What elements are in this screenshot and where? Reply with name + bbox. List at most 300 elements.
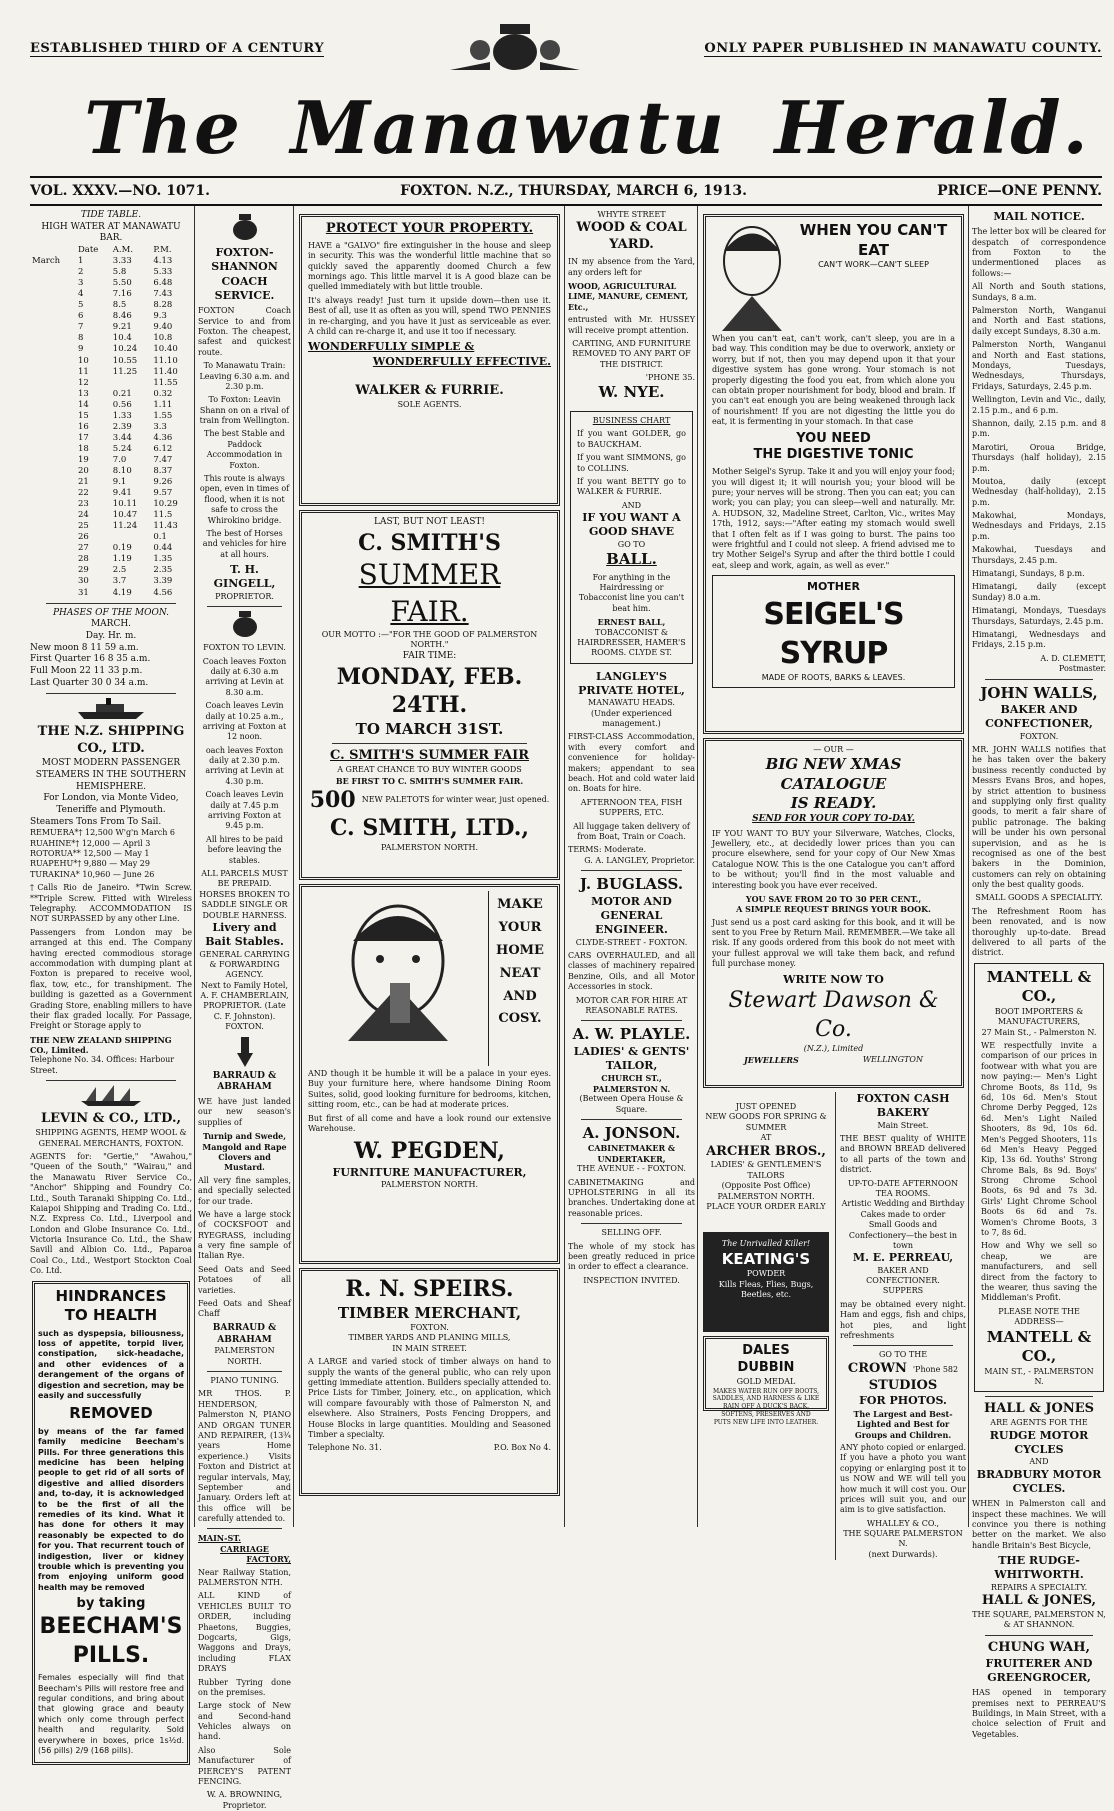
carriage-owner: W. A. BROWNING, [206, 1790, 283, 1800]
tide-date: 19 [77, 454, 89, 465]
selling-title: SELLING OFF. [601, 1228, 662, 1238]
crown-goto: GO TO THE [878, 1350, 928, 1360]
chart-line: If you want GOLDER, go to BAUCKHAM. [577, 429, 686, 449]
column-5 [701, 210, 966, 1559]
levin-body: AGENTS for: "Gertie," "Awahou," "Queen of the South," "Wairau," and the Manawatu River Service Co., "Anchor" Shipping and Foundry Co. Ltd., South Taranaki Shipping Co. Ltd., Kaiapoi Shipping and Trading Co. Ltd., N.Z. Express Co. Ltd., Liverpool and London and Globe Insurance Co. Ltd., Victoria Insurance Co. Ltd., the Shaw Savill and Albion Co. Ltd., Paparoa Coal Co., Ltd., Westport Stockton Coal Co. Ltd. [30, 1151, 192, 1276]
mail-item: Marotiri, Oroua Bridge, Thursdays (half holiday), 2.15 p.m. [972, 442, 1106, 473]
dawson-send: SEND FOR YOUR COPY TO-DAY. [752, 813, 915, 824]
tide-month [30, 278, 76, 289]
moon-head: Day. Hr. m. [85, 630, 137, 641]
tide-date: 17 [77, 432, 89, 443]
barraud-body-5: Feed Oats and Sheaf Chaff [198, 1299, 291, 1319]
protect-body-2: It's always ready! Just turn it upside down—then use it. Best of all, use it as often as you will, spend TWO PENNIES in re-charging, and you have it just as serviceable as ever. A child can re-charge it, and use it too if necessary. [308, 295, 551, 337]
langley-terms: TERMS: Moderate. [568, 845, 647, 855]
mail-item: Palmerston North, Wanganui and North and East stations, Mondays, Tuesdays, Wednesdays, Thursdays, Fridays, Saturdays, 2.45 p.m. [972, 340, 1106, 391]
tide-date: 12 [77, 377, 89, 388]
make-word: HOME [496, 942, 544, 958]
tide-month [30, 356, 76, 367]
tide-pm: 1.11 [153, 399, 173, 410]
tide-am: 1.33 [112, 410, 132, 421]
tide-pm: 0.1 [153, 532, 167, 543]
levin-coach-line: oach leaves Foxton daily at 2.30 p.m. arriving at Levin at 4.30 p.m. [205, 745, 284, 786]
walls-subtitle: BAKER AND CONFECTIONER, [985, 703, 1093, 731]
tide-pm: 6.12 [153, 443, 173, 454]
tide-row [30, 532, 192, 543]
protect-ad [299, 214, 560, 506]
nye-name: W. NYE. [598, 383, 665, 402]
dawson-ad [703, 738, 964, 1088]
steamer-line: REMUERA*† 12,500 W'g'n March 6 [30, 828, 176, 838]
levin-coach-line: Coach leaves Levin daily at 10.25 a.m., arriving at Foxton at 12 noon. [202, 701, 287, 742]
tide-am: 8.10 [112, 466, 132, 476]
tide-row [30, 510, 192, 521]
tide-head-month [30, 245, 76, 256]
levin-title: LEVIN & CO., LTD., [41, 1111, 181, 1127]
speirs-ad [299, 1268, 560, 1496]
seigel-ad [703, 214, 964, 734]
tide-row [30, 389, 192, 400]
tide-date: 6 [77, 311, 84, 322]
nye-title: WOOD & COAL YARD. [576, 220, 687, 253]
tide-pm: 8.28 [153, 300, 173, 311]
tide-subtitle: HIGH WATER AT MANAWATU BAR. [41, 221, 181, 244]
make-word: NEAT [499, 965, 541, 981]
tide-month [30, 466, 76, 477]
beecham-ad [32, 1281, 190, 1766]
tide-row [30, 433, 192, 444]
tide-row [30, 499, 192, 510]
hall-body: WHEN in Palmerston call and inspect these machines. We will convince you there is nothing better on the market. We also handle Britain's Best Bicycle, [972, 1499, 1106, 1550]
tide-row [30, 311, 192, 322]
crest-icon [440, 22, 590, 74]
carriage-heading-3: FACTORY, [246, 1554, 291, 1565]
parcels-note: ALL PARCELS MUST BE PREPAID. [201, 868, 288, 889]
tide-date: 7 [77, 322, 84, 333]
tide-am: 2.5 [112, 565, 127, 576]
nye-body: IN my absence from the Yard, any orders left for [568, 257, 695, 277]
column-rule [194, 206, 195, 1527]
tide-date: 23 [77, 499, 89, 510]
archer-goods: NEW GOODS FOR SPRING & SUMMER [705, 1112, 827, 1132]
crown-body: ANY photo copied or enlarged. If you have a photo you want copying or enlarging post it to us NOW and WE will tell you how much it will cost you. Our prices will suit you, and our aim is to give satisfaction. [840, 1442, 966, 1515]
piano-body: MR THOS. P. HENDERSON, Palmerston N, PIANO AND ORGAN TUNER AND REPAIRER, (13¾ years Home experience.) Visits Foxton and District at regular intervals, May, September and January. Orders left at this office will be carefully attended to. [198, 1389, 291, 1524]
tide-am: 4.19 [112, 587, 132, 598]
moon-title: PHASES OF THE MOON. [52, 607, 170, 618]
column-rule [293, 206, 294, 1527]
crown-owner: WHALLEY & CO., [866, 1518, 940, 1528]
mail-owner: A. D. CLEMETT, [1040, 653, 1106, 663]
dubbin-body: MAKES WATER RUN OFF BOOTS, SADDLES, AND HARNESS & LIKE RAIN OFF A DUCK'S BACK. SOFTENS, PRESERVES AND PUTS NEW LIFE INTO LEATHER. [712, 1387, 820, 1426]
horses-note: HORSES BROKEN TO SADDLE SINGLE OR DOUBLE HARNESS. [199, 889, 290, 920]
tide-row [30, 466, 192, 477]
tide-date: 13 [77, 388, 89, 399]
hall-rudge: RUDGE MOTOR CYCLES [989, 1428, 1089, 1456]
tide-month [30, 267, 76, 278]
coach-body: FOXTON Coach Service to and from Foxton. The cheapest, safest and quickest route. [198, 306, 291, 357]
established-text: ESTABLISHED THIRD OF A CENTURY [30, 41, 325, 56]
tide-date: 21 [77, 477, 89, 488]
smith-chance: A GREAT CHANCE TO BUY WINTER GOODS [337, 765, 522, 775]
tide-date: 28 [77, 554, 89, 565]
crown-studios: STUDIOS [868, 1377, 938, 1393]
carriage-heading-2: CARRIAGE [220, 1543, 269, 1554]
keating-powder: POWDER [746, 1269, 786, 1279]
protect-slogan-1: WONDERFULLY SIMPLE & [308, 340, 475, 354]
pegden-body: AND though it be humble it will be a palace in your eyes. Buy your furniture here, where handsome Dining Room Suites, solid, good looking furniture for bedrooms, kitchen, sitting room, etc., can be had at moderate prices. [308, 1069, 551, 1110]
coach-train: To Manawatu Train: Leaving 6.30 a.m. and 2.30 p.m. [199, 361, 290, 391]
nye-street: WHYTE STREET [597, 210, 666, 219]
carriage-proprietor: Proprietor. [222, 1800, 267, 1810]
archer-subtitle: LADIES' & GENTLEMEN'S TAILORS [710, 1160, 822, 1180]
seigel-mother: MOTHER [807, 580, 860, 594]
smith-paletots: NEW PALETOTS for winter wear, just opened. [361, 794, 550, 804]
selling-footer: INSPECTION INVITED. [583, 1275, 680, 1285]
tide-date: 10 [77, 355, 89, 366]
levin-coach-title: FOXTON TO LEVIN. [203, 643, 286, 653]
steamship-icon [76, 698, 146, 720]
tide-month [30, 588, 76, 599]
pegden-ad [299, 884, 560, 1264]
tide-row [30, 289, 192, 300]
tide-head-date: Date [77, 245, 99, 256]
pointing-man-illustration [308, 891, 488, 1061]
hall-title: HALL & JONES [983, 1401, 1095, 1417]
place-date: FOXTON. N.Z., THURSDAY, MARCH 6, 1913. [400, 183, 747, 199]
tide-month [30, 477, 76, 488]
tide-am: 10.55 [112, 355, 138, 366]
mantell-title: MANTELL & CO., [986, 967, 1092, 1006]
archer-at: AT [760, 1133, 772, 1143]
tide-row [30, 411, 192, 422]
tide-pm: 9.26 [153, 477, 173, 488]
tide-month [30, 411, 76, 422]
mail-item: Makowhai, Tuesdays and Thursdays, 2.45 p.m. [972, 545, 1106, 565]
steamers-head: Steamers Tons From To Sail. [30, 816, 162, 827]
tide-date: 29 [77, 565, 89, 576]
langley-luggage: All luggage taken delivery of from Boat, Train or Coach. [573, 821, 690, 841]
dawson-simple: A SIMPLE REQUEST BRINGS YOUR BOOK. [736, 904, 931, 915]
tide-am: 9.41 [112, 488, 132, 499]
playle-title: A. W. PLAYLE. [572, 1025, 691, 1044]
jonson-body: CABINETMAKING and UPHOLSTERING in all its branches. Undertaking done at reasonable prices. [568, 1177, 695, 1218]
tide-pm: 1.35 [153, 554, 173, 565]
dawson-write: WRITE NOW TO [783, 972, 884, 986]
mail-item: All North and South stations, Sundays, 8 a.m. [972, 282, 1106, 302]
beecham-headline: HINDRANCES [55, 1286, 167, 1305]
protect-agents: WALKER & FURRIE. [355, 383, 504, 398]
tide-date: 9 [77, 344, 84, 355]
beecham-headline-2: TO HEALTH [64, 1306, 158, 1325]
column-2 [198, 210, 291, 1810]
tide-am: 3.7 [112, 576, 127, 587]
tide-row [30, 333, 192, 344]
archer-open: JUST OPENED [735, 1102, 797, 1111]
dubbin-ad [703, 1336, 829, 1426]
carriage-body-3: Large stock of New and Second-hand Vehicles always on hand. [198, 1701, 291, 1742]
hall-repairs: REPAIRS A SPECIALTY. [990, 1582, 1088, 1592]
smith-date-2: TO MARCH 31ST. [355, 719, 504, 738]
tide-am: 0.56 [112, 399, 132, 410]
mail-item: Makowhai, Mondays, Wednesdays and Fridays, 2.15 p.m. [972, 511, 1106, 541]
barraud-location: PALMERSTON NORTH. [214, 1346, 275, 1366]
tide-row [30, 278, 192, 289]
steamer-line: TURAKINA* 10,960 — June 26 [30, 869, 155, 879]
smith-last: LAST, BUT NOT LEAST! [373, 517, 486, 527]
tide-pm: 9.40 [153, 322, 173, 333]
pointing-hand-icon [237, 1037, 253, 1067]
dawson-jewellers: JEWELLERS [744, 1054, 799, 1065]
smith-time: FAIR TIME: [402, 650, 457, 661]
barraud-body-2: All very fine samples, and specially selected for our trade. [198, 1175, 291, 1206]
shipping-route: For London, via Monte Video, Teneriffe and Plymouth. [43, 793, 179, 815]
mail-body: The letter box will be cleared for despatch of correspondence from Foxton to the undermentioned places as follows:— [972, 227, 1106, 278]
chart-goto: GO TO [617, 539, 646, 549]
speirs-location: FOXTON. [410, 1323, 449, 1333]
crown-name: CROWN [847, 1360, 907, 1376]
tide-pm: 4.36 [153, 432, 173, 443]
seigel-name: SEIGEL'S SYRUP [763, 596, 904, 671]
tide-row [30, 576, 192, 587]
shipping-tagline: MOST MODERN PASSENGER STEAMERS IN THE SOUTHERN HEMISPHERE. [35, 758, 187, 792]
tide-am: 8.46 [112, 311, 132, 322]
tide-row [30, 588, 192, 599]
barraud-items: Turnip and Swede, Mangold and Rape Clovers and Mustard. [202, 1131, 287, 1173]
tide-date: 25 [77, 521, 89, 532]
bakery-suppers: SUPPERS [882, 1286, 924, 1296]
tide-am: 0.21 [112, 388, 132, 399]
mail-item: Palmerston North, Wanganui and North and East stations, daily except Sundays, 8.30 a.m. [972, 306, 1106, 336]
chart-shave: IF YOU WANT A GOOD SHAVE [582, 511, 681, 539]
make-word: COSY. [498, 1011, 542, 1027]
mantell-title-2: MANTELL & CO., [986, 1327, 1092, 1366]
bakery-location: Main Street. [877, 1120, 929, 1130]
tide-pm: 4.56 [153, 587, 173, 598]
tide-date: 11 [77, 366, 89, 377]
bakery-suppers-body: may be obtained every night. Ham and eggs, fish and chips, hot pies, and light refreshments [840, 1299, 966, 1340]
bakery-title: FOXTON CASH BAKERY [856, 1092, 950, 1120]
tide-month [30, 455, 76, 466]
tide-pm: 3.39 [153, 576, 173, 587]
tide-date: 8 [77, 333, 84, 344]
tide-month [30, 389, 76, 400]
archer-ad [701, 1092, 831, 1560]
carriage-location: Near Railway Station, PALMERSTON NTH. [198, 1567, 291, 1588]
seigel-subheadline: CAN'T WORK—CAN'T SLEEP [818, 260, 929, 269]
title-herald: Herald. [774, 84, 1090, 170]
mantell-subtitle: BOOT IMPORTERS & MANUFACTURERS, [994, 1006, 1084, 1027]
nye-carting: CARTING, AND FURNITURE REMOVED TO ANY PART OF THE DISTRICT. [572, 338, 691, 369]
mantell-body-2: How and Why we sell so cheap, we are manufacturers, and sell direct from the factory to the wearer, thus saving the Middleman's Profit. [981, 1241, 1097, 1303]
pegden-location: PALMERSTON NORTH. [380, 1180, 478, 1190]
tide-pm: 8.37 [153, 466, 173, 476]
bakery-ad [835, 1092, 966, 1560]
tide-row [30, 300, 192, 311]
chart-footer: TOBACCONIST & HAIRDRESSER, HAMER'S ROOMS. CLYDE ST. [577, 627, 686, 658]
hall-subtitle: ARE AGENTS FOR THE [990, 1418, 1088, 1428]
moon-line: New moon 8 11 59 a.m. [30, 642, 139, 653]
tide-pm: 10.40 [153, 344, 178, 355]
tide-pm: 1.55 [153, 410, 173, 421]
tide-date: 27 [77, 543, 89, 554]
tide-am: 10.24 [112, 344, 138, 355]
make-word: AND [503, 988, 537, 1004]
tide-month [30, 400, 76, 411]
keating-ad [703, 1232, 829, 1332]
tide-pm: 3.3 [153, 421, 167, 432]
mantell-ad [974, 963, 1104, 1393]
tide-month [30, 444, 76, 455]
tide-month [30, 422, 76, 433]
smith-ad [299, 510, 560, 880]
steamer-line: RUAPEHU*† 9,880 — May 29 [30, 859, 150, 869]
walls-body-2: The Refreshment Room has been renovated, and is now thoroughly up-to-date. Bread delivered to all parts of the district. [972, 906, 1106, 958]
langley-location: MANAWATU HEADS. [588, 698, 675, 708]
seigel-tonic: THE DIGESTIVE TONIC [753, 447, 914, 463]
tide-month [30, 322, 76, 333]
dawson-body: IF YOU WANT TO BUY your Silverware, Watches, Clocks, Jewellery, etc., at decidedly lower prices than you can procure elsewhere, send for your copy of Our New Xmas Catalogue NOW. This is the one Catalogue you can't afford to be without; you'll find in the most valuable and interesting book you have ever received. [712, 828, 955, 890]
column-4 [568, 210, 695, 1527]
chung-title: CHUNG WAH, [987, 1639, 1091, 1655]
column-rule [968, 206, 969, 1527]
mantell-body: WE respectfully invite a comparison of our prices in footwear with what you are now paying:— Men's Light Chrome Boots, 8s 11d, 9s 6d, 10s 6d. Men's Stout Chrome Derby Pegged, 12s 6d. Men's Light Nailed Shooters, 8s 9d, 10s 6d. Men's Pegged Shooters, 11s 6d Men's Heavy Pegged Kip, 13s 6d. Youths' Strong Chrome Bals, 8s 9d. Boys' Strong Chrome School Boots, 6s 9d and 7s 3d. Girls' Light Chrome School Boots 6s 6d and 7s. Women's Chrome Boots, 3 to 7, 8s 6d. [981, 1041, 1097, 1238]
tide-row [30, 356, 192, 367]
tide-date: 16 [77, 421, 89, 432]
chart-line: If you want SIMMONS, go to COLLINS. [577, 453, 686, 473]
tide-month [30, 532, 76, 543]
chart-and: AND [621, 500, 642, 510]
title-manawatu: Manawatu [290, 84, 727, 170]
tide-month: March [32, 256, 61, 267]
tide-date: 31 [77, 587, 89, 598]
levin-coach-line: Coach leaves Foxton daily at 6.30 a.m arriving at Levin at 8.30 a.m. [202, 656, 287, 697]
smith-location: PALMERSTON NORTH. [380, 843, 478, 853]
column-6 [972, 210, 1106, 1739]
tide-month [30, 344, 76, 355]
masthead-title [60, 82, 1114, 172]
tide-date: 26 [77, 532, 89, 543]
tide-pm: 7.43 [153, 289, 173, 300]
shipping-title: THE N.Z. SHIPPING CO., LTD. [37, 724, 185, 757]
price: PRICE—ONE PENNY. [937, 183, 1102, 199]
tide-date: 4 [77, 289, 84, 300]
tide-row [30, 322, 192, 333]
tide-pm: 11.40 [153, 366, 178, 377]
carriage-body: ALL KIND of VEHICLES BUILT TO ORDER, including Phaetons, Buggies, Dogcarts, Gigs, Waggons and Drays, including FLAX DRAYS [198, 1591, 291, 1674]
tide-am: 5.50 [112, 278, 132, 289]
keating-killer: The Unrivalled Killer! [721, 1239, 811, 1249]
speirs-body: A LARGE and varied stock of timber always on hand to supply the wants of the general public, who can rely upon getting immediate attention. Builders specially attended to. Price Lists for Timber, Joinery, etc., on application, which will compare favourably with those of Palmerston N, and elsewhere. Also Strainers, Posts Fencing Droppers, and House Blocks in large quantities. Moulding and Seasoned Timber a specialty. [308, 1357, 551, 1439]
playle-note: (Between Opera House & Square. [579, 1094, 684, 1114]
chung-body: HAS opened in temporary premises next to PERREAU'S Buildings, in Main Street, with a choice selection of Fruit and Vegetables. [972, 1688, 1106, 1739]
crown-footer: (next Durwards). [868, 1549, 938, 1559]
buglass-body: CARS OVERHAULED, and all classes of machinery repaired Benzine, Oils, and all Motor Accessories in stock. [568, 950, 695, 992]
tide-month [30, 433, 76, 444]
column-3 [297, 210, 562, 1527]
tide-row [30, 378, 192, 389]
bakery-cakes: Artistic Wedding and Birthday Cakes made to order [841, 1199, 965, 1219]
tide-am: 9.1 [112, 477, 127, 488]
jonson-location: THE AVENUE - - FOXTON. [577, 1164, 686, 1174]
worried-man-illustration [712, 221, 792, 331]
levin-subtitle: SHIPPING AGENTS, HEMP WOOL & GENERAL MERCHANTS, FOXTON. [35, 1128, 187, 1148]
carriage-body-4: Also Sole Manufacturer of PIERCEY'S PATENT FENCING. [198, 1745, 291, 1787]
langley-title: LANGLEY'S PRIVATE HOTEL, [578, 669, 685, 697]
buglass-subtitle: MOTOR AND GENERAL ENGINEER. [591, 894, 672, 937]
keating-name: KEATING'S [721, 1249, 811, 1268]
mail-item: Wellington, Levin and Vic., daily, 2.15 p.m., and 6 p.m. [972, 395, 1106, 415]
coach-hire: The best of Horses and vehicles for hire at all hours. [202, 529, 287, 559]
livery-title: Livery and Bait Stables. [205, 920, 284, 949]
levin-coach-line: Coach leaves Levin daily at 7.45 p.m arriving Foxton at 9.45 p.m. [205, 790, 284, 831]
coach-return: To Foxton: Leavin Shann on on a rival of train from Wellington. [199, 395, 290, 426]
smith-summer: SUMMER [358, 558, 501, 592]
hall-title-2: HALL & JONES, [981, 1593, 1097, 1609]
tide-date: 22 [77, 488, 89, 499]
tide-am: 0.19 [112, 543, 132, 554]
beecham-name: BEECHAM'S [39, 1614, 183, 1639]
tide-row [30, 455, 192, 466]
jonson-title: A. JONSON. [582, 1123, 681, 1142]
bakery-owner: M. E. PERREAU, [852, 1251, 954, 1265]
buglass-location: CLYDE-STREET - FOXTON. [575, 937, 688, 947]
tide-month [30, 289, 76, 300]
archer-location: (Opposite Post Office) PALMERSTON NORTH. [717, 1181, 815, 1201]
tide-am: 3.33 [112, 256, 132, 267]
tide-month [30, 521, 76, 532]
tide-month [30, 499, 76, 510]
make-word: YOUR [498, 919, 542, 935]
coach-open: This route is always open, even in times of flood, when it is not safe to cross the Whirokino bridge. [199, 474, 290, 525]
shipping-notes: †Calls Rio de Janeiro. *Twin Screw. **Triple Screw. Fitted with Wireless Telegraphy. ACCOMMODATION IS NOT SURPASSED by any other Line. [30, 883, 192, 924]
hall-and: AND [1029, 1457, 1049, 1467]
playle-subtitle: LADIES' & GENTS' TAILOR, [573, 1044, 690, 1073]
tide-pm: 0.44 [153, 543, 173, 554]
beecham-body-2: by means of the far famed family medicine Beecham's Pills. For three generations this medicine has been helping people to get rid of all sorts of digestive and allied disorders and, to-day, it is acknowledged to be the first of all the remedies of its kind. What it has done for others it may reasonably be expected to do for you. That recurrent touch of indigestion, liver or kidney trouble which is preventing you from enjoying uniform good health may be removed [38, 1426, 184, 1592]
tide-am [111, 532, 152, 543]
tide-am: 8.5 [112, 300, 127, 311]
seigel-need: YOU NEED [796, 430, 871, 446]
langley-body: FIRST-CLASS Accommodation, with every comfort and convenience for holiday-makers; appendant to sea beach. Hot and cold water laid on. Boats for hire. [568, 732, 695, 794]
tide-am: 7.0 [112, 454, 127, 465]
tide-date: 1 [77, 256, 84, 267]
smith-fair: FAIR. [390, 594, 469, 628]
pegden-name: W. PEGDEN, [354, 1138, 505, 1165]
tide-row [30, 422, 192, 433]
smith-date-1: MONDAY, FEB. 24TH. [336, 663, 523, 719]
tide-pm: 4.13 [153, 256, 173, 267]
tide-pm: 10.8 [153, 333, 173, 344]
archer-footer: PLACE YOUR ORDER EARLY [706, 1202, 826, 1212]
tide-am: 11.24 [112, 521, 138, 532]
tide-pm: 10.29 [153, 499, 178, 510]
buglass-hire: MOTOR CAR FOR HIRE AT REASONABLE RATES. [575, 995, 688, 1015]
tide-am: 10.11 [112, 499, 138, 510]
column-rule [697, 206, 698, 1527]
smith-motto: OUR MOTTO :—"FOR THE GOOD OF PALMERSTON NORTH." [321, 630, 538, 650]
tide-pm: 11.55 [153, 377, 178, 388]
protect-sole: SOLE AGENTS. [397, 399, 462, 409]
tide-row [30, 400, 192, 411]
tide-date: 14 [77, 399, 89, 410]
chart-body: For anything in the Hairdressing or Tobacconist line you can't beat him. [578, 572, 685, 613]
livery-location: Next to Family Hotel, [201, 980, 288, 990]
tide-row [30, 565, 192, 576]
barraud-body: WE have just landed our new season's supplies of [198, 1097, 291, 1127]
tide-row [30, 488, 192, 499]
mantell-note: PLEASE NOTE THE ADDRESS— [998, 1306, 1080, 1327]
tide-month [30, 367, 76, 378]
archer-name: ARCHER BROS., [706, 1143, 826, 1159]
